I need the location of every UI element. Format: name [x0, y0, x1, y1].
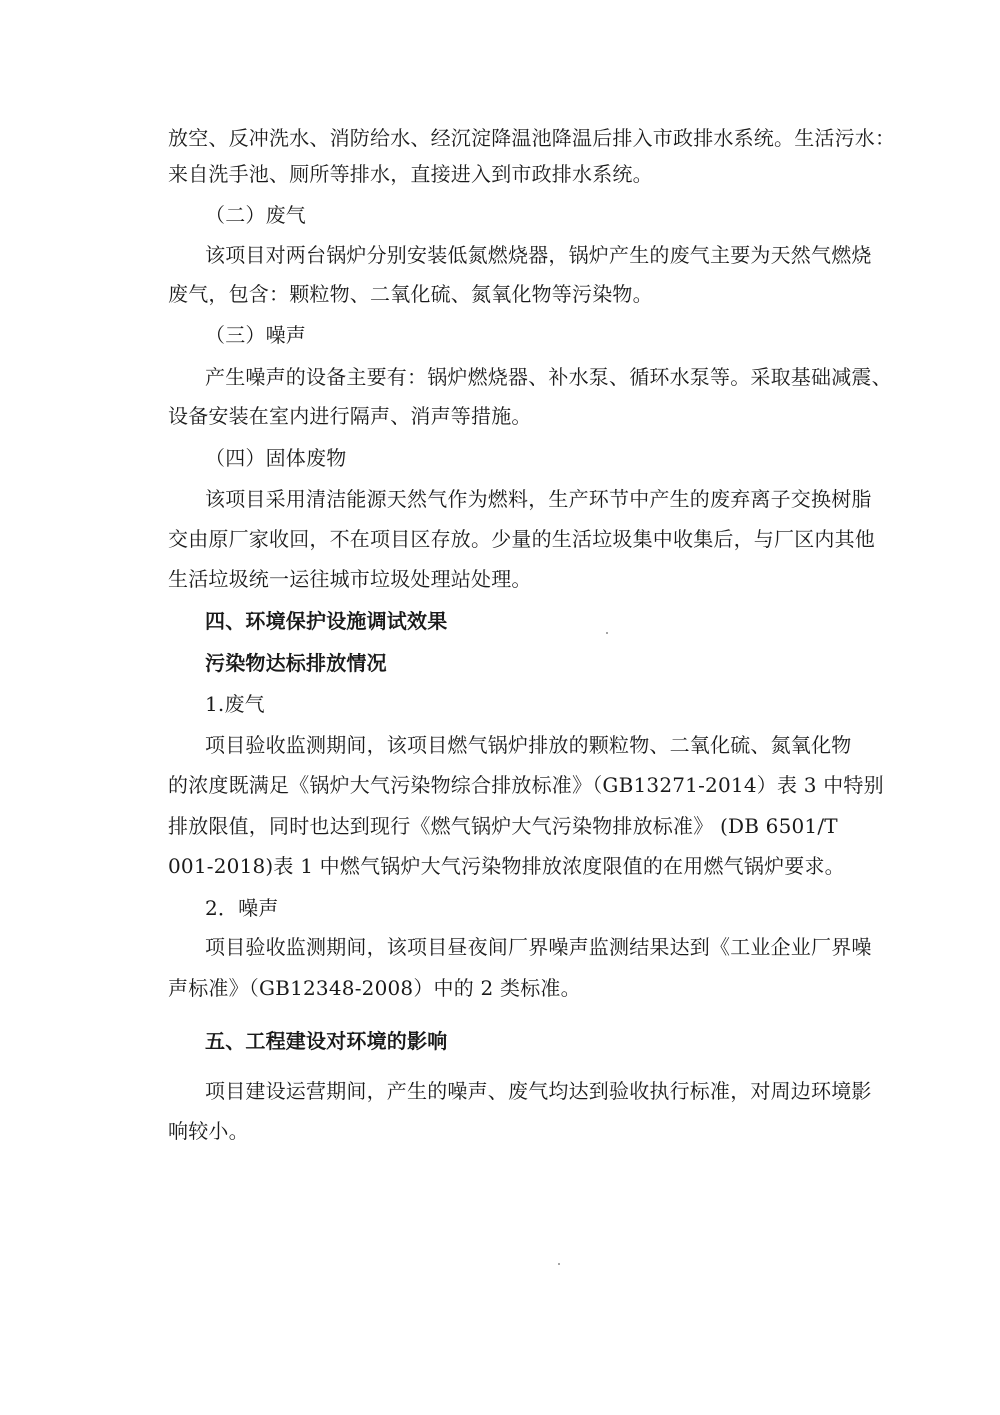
paragraph-line: 交由原厂家收回，不在项目区存放。少量的生活垃圾集中收集后，与厂区内其他: [168, 527, 875, 551]
paragraph-line: 产生噪声的设备主要有：锅炉燃烧器、补水泵、循环水泵等。采取基础减震、: [205, 365, 892, 389]
subsection-heading: 污染物达标排放情况: [205, 651, 387, 675]
paragraph-line: 项目验收监测期间，该项目燃气锅炉排放的颗粒物、二氧化硫、氮氧化物: [205, 733, 852, 757]
chapter-heading: 四、环境保护设施调试效果: [205, 609, 448, 633]
paragraph-line: 生活垃圾统一运往城市垃圾处理站处理。: [168, 567, 532, 591]
paragraph-line: 项目建设运营期间，产生的噪声、废气均达到验收执行标准，对周边环境影: [205, 1079, 872, 1103]
item-heading: 1.废气: [205, 692, 265, 716]
paragraph-line: 该项目对两台锅炉分别安装低氮燃烧器，锅炉产生的废气主要为天然气燃烧: [205, 243, 872, 267]
paragraph-line: 排放限值，同时也达到现行《燃气锅炉大气污染物排放标准》 (DB 6501/T: [168, 814, 838, 838]
paragraph-line: 废气，包含：颗粒物、二氧化硫、氮氧化物等污染物。: [168, 282, 653, 306]
section-heading: （二）废气: [205, 203, 306, 227]
paragraph-line: 设备安装在室内进行隔声、消声等措施。: [168, 404, 532, 428]
scan-speck: [606, 632, 608, 634]
section-heading: （三）噪声: [205, 323, 306, 347]
paragraph-line: 该项目采用清洁能源天然气作为燃料，生产环节中产生的废弃离子交换树脂: [205, 487, 872, 511]
paragraph-line: 项目验收监测期间，该项目昼夜间厂界噪声监测结果达到《工业企业厂界噪: [205, 935, 872, 959]
paragraph-line: 001-2018)表 1 中燃气锅炉大气污染物排放浓度限值的在用燃气锅炉要求。: [168, 854, 845, 878]
paragraph-line: 声标准》（GB12348-2008）中的 2 类标准。: [168, 976, 581, 1000]
paragraph-line: 来自洗手池、厕所等排水，直接进入到市政排水系统。: [168, 162, 653, 186]
paragraph-line: 的浓度既满足《锅炉大气污染物综合排放标准》（GB13271-2014）表 3 中特别: [168, 773, 884, 797]
item-heading: 2．噪声: [205, 896, 279, 920]
scan-speck: [558, 1263, 560, 1265]
chapter-heading: 五、工程建设对环境的影响: [205, 1029, 448, 1053]
section-heading: （四）固体废物: [205, 446, 347, 470]
paragraph-line: 响较小。: [168, 1119, 249, 1143]
paragraph-line: 放空、反冲洗水、消防给水、经沉淀降温池降温后排入市政排水系统。生活污水：: [168, 126, 896, 150]
